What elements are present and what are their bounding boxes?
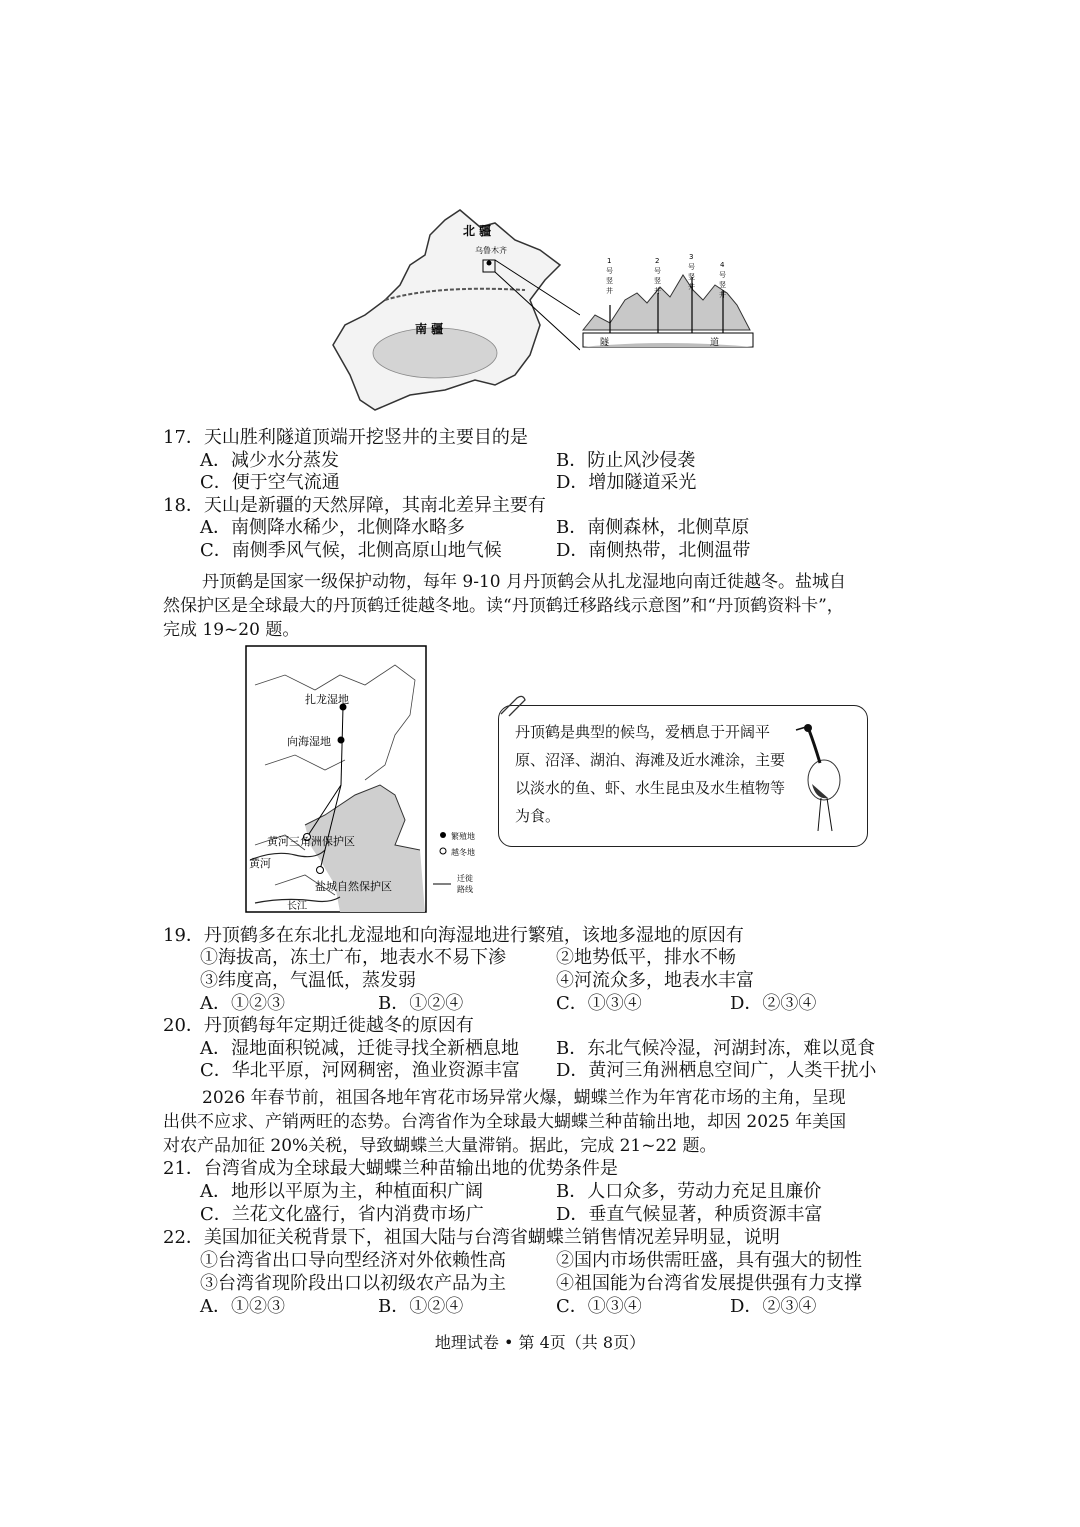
q18-option-c[interactable]: C．南侧季风气候，北侧高原山地气候 <box>200 540 502 561</box>
q19-statement-1: ①海拔高，冻土广布，地表水不易下渗 <box>200 947 506 968</box>
shaft-4-char3: 井 <box>719 291 726 299</box>
south-label: 南 疆 <box>415 322 444 336</box>
north-label: 北 疆 <box>463 224 492 238</box>
shaft-1-char1: 号 <box>606 267 613 275</box>
xinjiang-map <box>325 205 765 420</box>
crane-neck <box>809 730 820 763</box>
paperclip-icon <box>497 694 527 718</box>
q20-option-c[interactable]: C．华北平原，河网稠密，渔业资源丰富 <box>200 1060 520 1081</box>
q21-option-d[interactable]: D．垂直气候显著，种质资源丰富 <box>556 1204 823 1225</box>
shaft-3-char2: 竖 <box>688 273 695 281</box>
legend-winter-label: 越冬地 <box>451 848 475 857</box>
q20-option-a[interactable]: A．湿地面积锐减，迁徙寻找全新栖息地 <box>200 1038 519 1059</box>
tunnel-left-label: 隧 <box>600 338 610 348</box>
crane-illustration <box>794 718 854 836</box>
xianghai-point <box>338 737 345 744</box>
urumqi-dot <box>487 261 492 266</box>
crane-leg-right <box>827 798 832 831</box>
xianghai-label: 向海湿地 <box>287 735 331 748</box>
crane-body <box>808 760 840 800</box>
city-label: 乌鲁木齐 <box>475 246 507 255</box>
yancheng-point <box>317 867 324 874</box>
q17-stem: 17．天山胜利隧道顶端开挖竖井的主要目的是 <box>163 427 528 448</box>
yancheng-label: 盐城自然保护区 <box>315 880 392 893</box>
shaft-label-3: 3 <box>689 253 694 261</box>
q18-option-b[interactable]: B．南侧森林，北侧草原 <box>556 517 750 538</box>
q20-option-d[interactable]: D．黄河三角洲栖息空间广，人类干扰小 <box>556 1060 877 1081</box>
q17-option-d[interactable]: D．增加隧道采光 <box>556 472 697 493</box>
tunnel-right-label: 道 <box>710 338 720 348</box>
shaft-2-char2: 竖 <box>654 277 661 285</box>
shaft-label-4: 4 <box>720 261 725 269</box>
intro21-line1: 2026 年春节前，祖国各地年宵花市场异常火爆，蝴蝶兰作为年宵花市场的主角，呈现 <box>202 1088 846 1108</box>
crane-leg-left <box>818 798 821 831</box>
zhalong-label: 扎龙湿地 <box>305 693 349 706</box>
shaft-2-char1: 号 <box>654 267 661 275</box>
q19-option-c[interactable]: C．①③④ <box>556 993 642 1014</box>
crane-map <box>245 645 495 915</box>
crane-info-text: 丹顶鹤是典型的候鸟，爱栖息于开阔平原、沼泽、湖泊、海滩及近水滩涂，主要以淡水的鱼、虾、水生昆虫及水生植物等为食。 <box>515 723 786 825</box>
legend-route-label-2: 路线 <box>457 885 473 894</box>
q21-option-c[interactable]: C．兰花文化盛行，省内消费市场广 <box>200 1204 484 1225</box>
legend-route-label-1: 迁徙 <box>457 874 473 883</box>
q21-option-b[interactable]: B．人口众多，劳动力充足且廉价 <box>556 1181 822 1202</box>
xinjiang-outline <box>333 210 560 410</box>
q19-statement-4: ④河流众多，地表水丰富 <box>556 970 754 991</box>
shaft-label-1: 1 <box>607 257 612 265</box>
intro19-line2: 然保护区是全球最大的丹顶鹤迁徙越冬地。读“丹顶鹤迁移路线示意图”和“丹顶鹤资料卡”， <box>163 596 844 616</box>
intro19-line3: 完成 19~20 题。 <box>163 620 300 640</box>
xinjiang-map-svg <box>325 205 765 420</box>
q22-statement-2: ②国内市场供需旺盛，具有强大的韧性 <box>556 1250 862 1271</box>
shaft-1-char2: 竖 <box>606 277 613 285</box>
legend-breed-label: 繁殖地 <box>451 832 475 841</box>
shaft-4-char1: 号 <box>719 271 726 279</box>
q20-stem: 20．丹顶鹤每年定期迁徙越冬的原因有 <box>163 1015 474 1036</box>
q19-statement-2: ②地势低平，排水不畅 <box>556 947 736 968</box>
changjiang-label: 长江 <box>287 901 307 912</box>
q22-option-d[interactable]: D．②③④ <box>730 1296 817 1317</box>
q17-option-a[interactable]: A．减少水分蒸发 <box>200 450 339 471</box>
q20-option-b[interactable]: B．东北气候冷湿，河湖封冻，难以觅食 <box>556 1038 876 1059</box>
legend-winter-icon <box>440 848 446 854</box>
q22-option-c[interactable]: C．①③④ <box>556 1296 642 1317</box>
shaft-1-char3: 井 <box>606 287 613 295</box>
q22-statement-3: ③台湾省现阶段出口以初级农产品为主 <box>200 1273 506 1294</box>
shaft-label-2: 2 <box>655 257 660 265</box>
shaft-4-char2: 竖 <box>719 281 726 289</box>
intro19-line1: 丹顶鹤是国家一级保护动物，每年 9-10 月丹顶鹤会从扎龙湿地向南迁徙越冬。盐城自 <box>202 572 846 592</box>
q19-option-d[interactable]: D．②③④ <box>730 993 817 1014</box>
crane-map-svg <box>245 645 495 915</box>
huanghe-delta-label: 黄河三角洲保护区 <box>267 835 355 848</box>
q19-stem: 19．丹顶鹤多在东北扎龙湿地和向海湿地进行繁殖，该地多湿地的原因有 <box>163 925 744 946</box>
q18-option-d[interactable]: D．南侧热带，北侧温带 <box>556 540 751 561</box>
legend-breed-icon <box>440 832 446 838</box>
q22-option-a[interactable]: A．①②③ <box>200 1296 285 1317</box>
q21-option-a[interactable]: A．地形以平原为主，种植面积广阔 <box>200 1181 483 1202</box>
q18-option-a[interactable]: A．南侧降水稀少，北侧降水略多 <box>200 517 465 538</box>
q22-statement-4: ④祖国能为台湾省发展提供强有力支撑 <box>556 1273 862 1294</box>
q17-option-c[interactable]: C．便于空气流通 <box>200 472 340 493</box>
shaft-2-char3: 井 <box>654 287 661 295</box>
q18-stem: 18．天山是新疆的天然屏障，其南北差异主要有 <box>163 495 546 516</box>
q19-option-b[interactable]: B．①②④ <box>378 993 464 1014</box>
intro21-line3: 对农产品加征 20%关税，导致蝴蝶兰大量滞销。据此，完成 21~22 题。 <box>163 1136 717 1156</box>
crane-info-card <box>498 705 868 847</box>
q22-statement-1: ①台湾省出口导向型经济对外依赖性高 <box>200 1250 506 1271</box>
q17-option-b[interactable]: B．防止风沙侵袭 <box>556 450 696 471</box>
q19-option-a[interactable]: A．①②③ <box>200 993 285 1014</box>
q22-option-b[interactable]: B．①②④ <box>378 1296 464 1317</box>
q21-stem: 21．台湾省成为全球最大蝴蝶兰种苗输出地的优势条件是 <box>163 1158 618 1179</box>
q22-stem: 22．美国加征关税背景下，祖国大陆与台湾省蝴蝶兰销售情况差异明显，说明 <box>163 1227 780 1248</box>
q19-statement-3: ③纬度高，气温低，蒸发弱 <box>200 970 416 991</box>
huanghe-label: 黄河 <box>249 857 271 870</box>
shaft-3-char1: 号 <box>688 263 695 271</box>
shaft-3-char3: 井 <box>688 283 695 291</box>
page-footer: 地理试卷 • 第 4页（共 8页） <box>434 1333 646 1352</box>
intro21-line2: 出供不应求、产销两旺的态势。台湾省作为全球最大蝴蝶兰种苗输出地，却因 2025 年美国 <box>163 1112 847 1132</box>
